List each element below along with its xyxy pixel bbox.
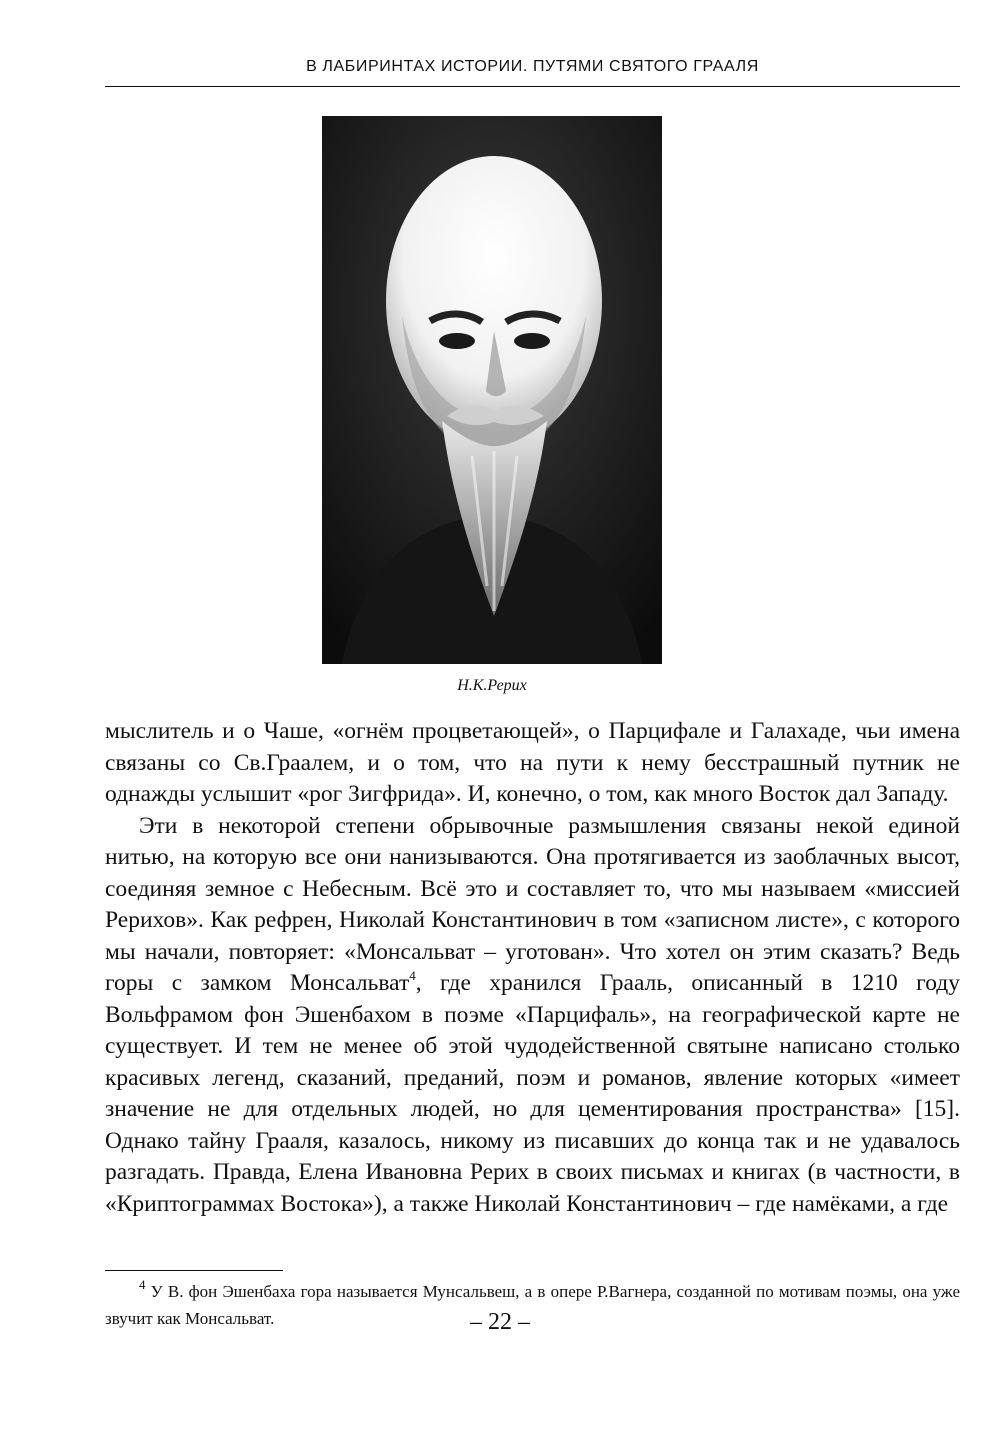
footnote-reference: 4 [409,968,416,984]
page-number: – 22 – [470,1309,530,1335]
body-text [105,716,960,1220]
header-rule [105,86,960,87]
portrait-photo [322,116,662,664]
footnote-rule [105,1270,283,1271]
paragraph-1: мыслитель и о Чаше, «огнём процветающей», о Парцифале и Галахаде, чьи имена связаны со Св.Граалем, и о том, что на пути к нему бесстрашный путник не однажды услышит «рог Зигфрида». И, конечно, о том, как много Восток дал Западу. [105,718,960,807]
footnote-marker: 4 [139,1277,146,1293]
paragraph-2-part-a: Эти в некоторой степени обрывочные размышления связаны некой единой нитью, на которую все они нанизываются. Она протягивается из заоблачных высот, соединяя земное с Небесным. Всё это и составляет то, что мы называем «миссией Рерихов». Как рефрен, Николай Константинович в том «записном листе», с которого мы начали, повторяет: «Монсальват – уготован». Что хотел он этим сказать? Ведь горы с замком Монсальват [105,812,960,996]
photo-caption: Н.К.Рерих [457,677,527,694]
paragraph-2 [105,811,960,1221]
running-head: В ЛАБИРИНТАХ ИСТОРИИ. ПУТЯМИ СВЯТОГО ГРААЛЯ [306,58,759,75]
footnote-text: У В. фон Эшенбаха гора называется Мунсальвеш, а в опере Р.Вагнера, созданной по мотивам поэмы, она уже звучит как Монсальват. [105,1282,960,1328]
paragraph-2-part-b: , где хранился Грааль, описанный в 1210 году Вольфрамом фон Эшенбахом в поэме «Парцифаль», на географической карте не существует. И тем не менее об этой чудодейственной святыне написано столько красивых легенд, сказаний, преданий, поэм и романов, явление которых «имеет значение не для отдельных людей, но для цементирования пространства» [15]. Однако тайну Грааля, казалось, никому из писавших до конца так и не удавалось разгадать. Правда, Елена Ивановна Рерих в своих письмах и книгах (в частности, в «Криптограммах Востока»), а также Николай Константинович – где намёками, а где [105,970,960,1217]
